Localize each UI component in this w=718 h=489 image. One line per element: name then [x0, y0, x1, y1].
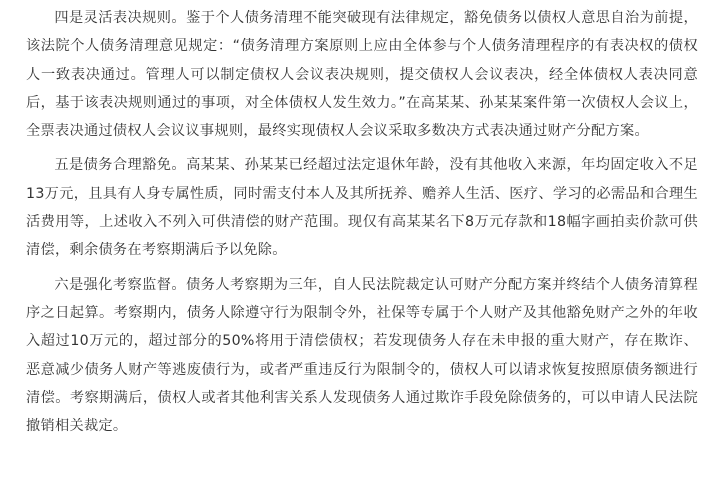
paragraph-inspection-supervision: 六是强化考察监督。债务人考察期为三年，自人民法院裁定认可财产分配方案并终结个人债务清算程序之日起算。考察期内，债务人除遵守行为限制令外，社保等专属于个人财产及其他豁免财产之外的年收入超过10万元的，超过部分的50%将用于清偿债权；若发现债务人存在未申报的重大财产，存在欺诈、恶意减少债务人财产等逃废债行为，或者严重违反行为限制令的，债权人可以请求恢复按照原债务额进行清偿。考察期满后，债权人或者其他利害关系人发现债务人通过欺诈手段免除债务的，可以申请人民法院撤销相关裁定。 — [26, 276, 698, 435]
paragraph-debt-exemption: 五是债务合理豁免。高某某、孙某某已经超过法定退休年龄，没有其他收入来源，年均固定收入不足13万元，且具有人身专属性质，同时需支付本人及其所抚养、赡养人生活、医疗、学习的必需品和合理生活费用等，上述收入不列入可供清偿的财产范围。现仅有高某某名下8万元存款和18幅字画拍卖价款可供清偿，剩余债务在考察期满后予以免除。 — [26, 157, 698, 259]
paragraph-flexible-voting-rules: 四是灵活表决规则。鉴于个人债务清理不能突破现有法律规定，豁免债务以债权人意思自治为前提，该法院个人债务清理意见规定：“债务清理方案原则上应由全体参与个人债务清理程序的有表决权的债权人一致表决通过。管理人可以制定债权人会议表决规则，提交债权人会议表决，经全体债权人表决同意后，基于该表决规则通过的事项，对全体债权人发生效力。”在高某某、孙某某案件第一次债权人会议上，全票表决通过债权人会议议事规则，最终实现债权人会议采取多数决方式表决通过财产分配方案。 — [26, 10, 698, 140]
article-body — [26, 4, 698, 446]
